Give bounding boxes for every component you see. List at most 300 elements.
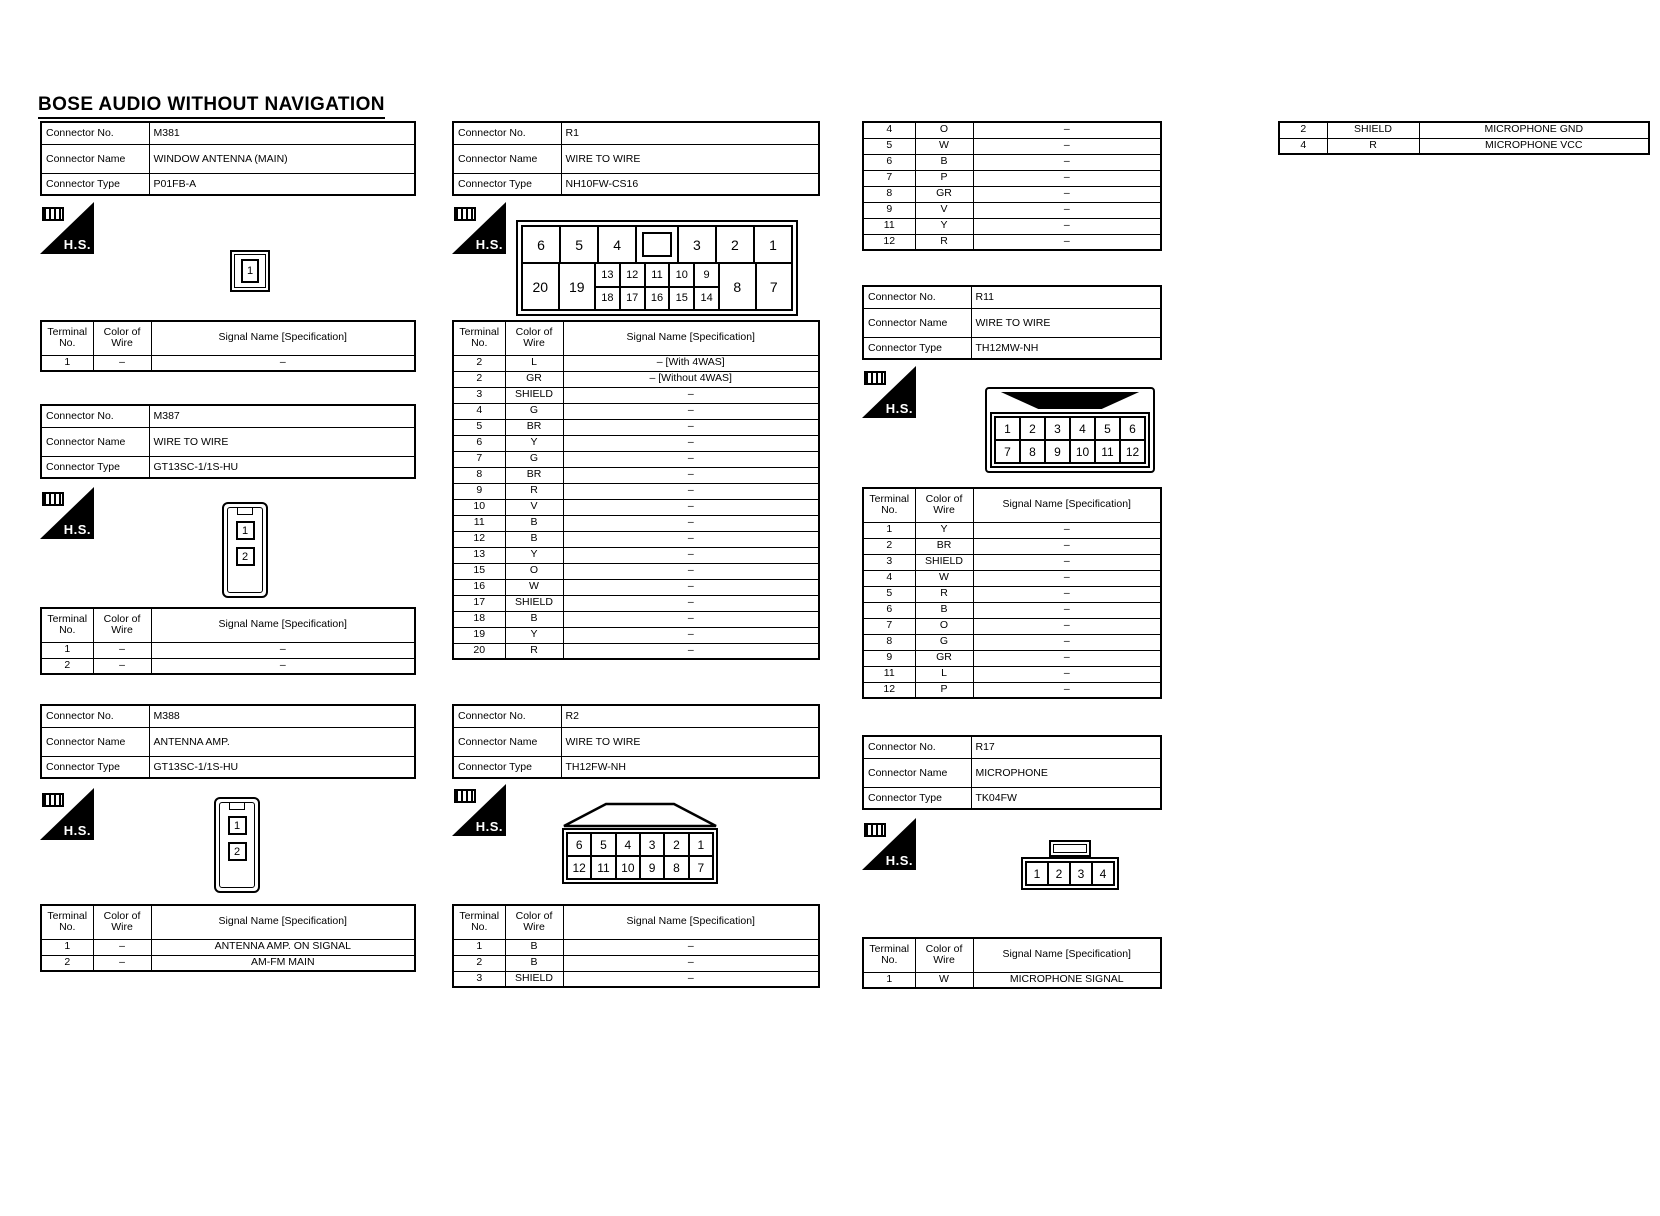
- connector-no-value: R1: [561, 122, 819, 144]
- connector-type-value: GT13SC-1/1S-HU: [149, 456, 415, 478]
- hs-label: H.S.: [475, 819, 503, 834]
- col-header-color: Color of Wire: [93, 905, 151, 939]
- connector-type-label: Connector Type: [453, 756, 561, 778]
- terminal-table-r17: [862, 937, 1162, 989]
- wire-color-cell: O: [915, 618, 973, 634]
- pin-cell: 3: [639, 834, 663, 855]
- pin-cell: 15: [668, 288, 693, 310]
- terminal-row: [41, 642, 415, 658]
- pin-cell: 3: [1044, 418, 1069, 439]
- pin-cell: 11: [1094, 441, 1119, 462]
- terminal-row: [863, 972, 1161, 988]
- hs-stamp: [862, 366, 916, 418]
- terminal-row: [863, 586, 1161, 602]
- signal-cell: –: [563, 387, 819, 403]
- wire-color-cell: Y: [505, 435, 563, 451]
- connector-face: [521, 225, 793, 311]
- terminal-row: [863, 154, 1161, 170]
- signal-cell: –: [563, 939, 819, 955]
- pin-cell: 2: [663, 834, 687, 855]
- connector-diagram-m381: [230, 250, 270, 292]
- connector-tab: [229, 802, 245, 810]
- terminal-table-m387: [40, 607, 416, 675]
- pin-cell: 4: [615, 834, 639, 855]
- connector-diagram-m387: [222, 502, 268, 598]
- signal-cell: –: [973, 522, 1161, 538]
- wire-color-cell: B: [915, 154, 973, 170]
- signal-cell: –: [563, 579, 819, 595]
- terminal-no-cell: 5: [863, 586, 915, 602]
- terminal-row: [41, 939, 415, 955]
- col-header-terminal-no: Terminal No.: [863, 488, 915, 522]
- wire-color-cell: G: [915, 634, 973, 650]
- connector-name-label: Connector Name: [453, 144, 561, 173]
- pin-cell: 5: [590, 834, 614, 855]
- signal-cell: –: [563, 435, 819, 451]
- terminal-row: [863, 170, 1161, 186]
- wire-color-cell: BR: [505, 419, 563, 435]
- pin-cell: 10: [615, 857, 639, 878]
- wire-color-cell: V: [505, 499, 563, 515]
- wire-color-cell: R: [505, 643, 563, 659]
- connector-type-label: Connector Type: [863, 337, 971, 359]
- terminal-table-m388: [40, 904, 416, 972]
- signal-cell: MICROPHONE SIGNAL: [973, 972, 1161, 988]
- terminal-row: [453, 419, 819, 435]
- wire-color-cell: W: [915, 570, 973, 586]
- signal-cell: –: [973, 186, 1161, 202]
- pin-cell: 2: [715, 227, 753, 262]
- pin-cell: 13: [601, 268, 614, 281]
- pin-cell: 3: [677, 227, 715, 262]
- connector-name-value: WINDOW ANTENNA (MAIN): [149, 144, 415, 173]
- wire-color-cell: O: [915, 122, 973, 138]
- wire-color-cell: B: [505, 955, 563, 971]
- connector-name-label: Connector Name: [863, 308, 971, 337]
- hs-label: H.S.: [63, 237, 91, 252]
- terminal-no-cell: 11: [863, 666, 915, 682]
- col-header-terminal-no: Terminal No.: [453, 905, 505, 939]
- wire-color-cell: L: [915, 666, 973, 682]
- connector-lock-tab: [998, 392, 1142, 409]
- terminal-no-cell: 2: [863, 538, 915, 554]
- terminal-row: [1279, 122, 1649, 138]
- signal-cell: –: [563, 563, 819, 579]
- col-header-color: Color of Wire: [93, 608, 151, 642]
- wire-color-cell: SHIELD: [505, 595, 563, 611]
- terminal-row: [453, 971, 819, 987]
- terminal-row: [863, 522, 1161, 538]
- pin-cell: 12: [619, 264, 644, 286]
- terminal-row: [863, 602, 1161, 618]
- signal-cell: MICROPHONE VCC: [1419, 138, 1649, 154]
- wire-color-cell: –: [93, 642, 151, 658]
- signal-cell: –: [151, 642, 415, 658]
- pin-cell: 1: [228, 816, 247, 835]
- signal-cell: MICROPHONE GND: [1419, 122, 1649, 138]
- pin-cell: 6: [537, 236, 545, 253]
- connector-face: [227, 507, 263, 593]
- col-header-color: Color of Wire: [505, 321, 563, 355]
- wire-color-cell: G: [505, 403, 563, 419]
- connector-info-r17: [862, 735, 1162, 810]
- connector-type-label: Connector Type: [41, 456, 149, 478]
- wire-color-cell: –: [93, 955, 151, 971]
- terminal-row: [41, 658, 415, 674]
- terminal-no-cell: 2: [453, 955, 505, 971]
- terminal-no-cell: 12: [863, 682, 915, 698]
- signal-cell: –: [563, 595, 819, 611]
- signal-cell: ANTENNA AMP. ON SIGNAL: [151, 939, 415, 955]
- terminal-no-cell: 18: [453, 611, 505, 627]
- connector-no-value: R17: [971, 736, 1161, 758]
- connector-name-value: WIRE TO WIRE: [561, 727, 819, 756]
- terminal-no-cell: 3: [453, 387, 505, 403]
- terminal-row: [863, 202, 1161, 218]
- terminal-row: [453, 451, 819, 467]
- terminal-row: [453, 939, 819, 955]
- signal-cell: –: [563, 611, 819, 627]
- pin-cell: 9: [1044, 441, 1069, 462]
- connector-icon: [42, 793, 64, 807]
- signal-cell: –: [563, 971, 819, 987]
- connector-type-label: Connector Type: [41, 173, 149, 195]
- wire-color-cell: R: [505, 483, 563, 499]
- col-header-signal: Signal Name [Specification]: [563, 321, 819, 355]
- terminal-row: [453, 435, 819, 451]
- connector-diagram-r17: [1018, 840, 1122, 890]
- hs-label: H.S.: [63, 823, 91, 838]
- connector-no-label: Connector No.: [41, 122, 149, 144]
- signal-cell: –: [563, 419, 819, 435]
- terminal-row: [1279, 138, 1649, 154]
- terminal-row: [863, 538, 1161, 554]
- terminal-no-cell: 2: [453, 371, 505, 387]
- connector-info-m388: [40, 704, 416, 779]
- terminal-row: [863, 218, 1161, 234]
- pin-cell: 1: [236, 521, 255, 540]
- terminal-row: [863, 186, 1161, 202]
- terminal-row: [863, 634, 1161, 650]
- terminal-no-cell: 10: [453, 499, 505, 515]
- connector-name-value: WIRE TO WIRE: [149, 427, 415, 456]
- terminal-no-cell: 5: [453, 419, 505, 435]
- hs-label: H.S.: [885, 853, 913, 868]
- signal-cell: –: [973, 602, 1161, 618]
- connector-diagram-m388: [214, 797, 260, 893]
- hs-label: H.S.: [63, 522, 91, 537]
- terminal-no-cell: 4: [863, 122, 915, 138]
- terminal-no-cell: 2: [41, 955, 93, 971]
- hs-label: H.S.: [475, 237, 503, 252]
- pin-cell: 11: [644, 264, 669, 286]
- signal-cell: –: [973, 618, 1161, 634]
- signal-cell: –: [563, 483, 819, 499]
- signal-cell: –: [973, 202, 1161, 218]
- terminal-row: [453, 579, 819, 595]
- terminal-row: [453, 387, 819, 403]
- terminal-no-cell: 5: [863, 138, 915, 154]
- signal-cell: –: [973, 666, 1161, 682]
- terminal-row: [453, 515, 819, 531]
- pin-cell: 4: [597, 227, 635, 262]
- col-header-terminal-no: Terminal No.: [453, 321, 505, 355]
- signal-cell: AM-FM MAIN: [151, 955, 415, 971]
- terminal-row: [453, 563, 819, 579]
- wire-color-cell: R: [915, 234, 973, 250]
- pin-cell: 9: [693, 264, 718, 286]
- connector-no-value: M388: [149, 705, 415, 727]
- page-title: BOSE AUDIO WITHOUT NAVIGATION: [38, 94, 385, 119]
- connector-name-value: WIRE TO WIRE: [971, 308, 1161, 337]
- terminal-no-cell: 8: [863, 634, 915, 650]
- col-header-terminal-no: Terminal No.: [41, 608, 93, 642]
- pin-cell: 4: [1091, 863, 1113, 884]
- terminal-no-cell: 17: [453, 595, 505, 611]
- pin-cell: 19: [558, 264, 595, 309]
- terminal-no-cell: 4: [863, 570, 915, 586]
- connector-no-label: Connector No.: [41, 405, 149, 427]
- wire-color-cell: L: [505, 355, 563, 371]
- signal-cell: –: [563, 403, 819, 419]
- connector-key-slot: [635, 227, 677, 262]
- wire-color-cell: W: [915, 972, 973, 988]
- pin-cell: 12: [572, 860, 586, 875]
- hs-stamp: [452, 784, 506, 836]
- pin-cell: 7: [688, 857, 712, 878]
- terminal-no-cell: 3: [453, 971, 505, 987]
- signal-cell: –: [563, 531, 819, 547]
- terminal-row: [453, 955, 819, 971]
- terminal-table-r2: [452, 904, 820, 988]
- connector-lock-outline: [562, 802, 718, 828]
- terminal-row: [863, 570, 1161, 586]
- signal-cell: –: [973, 586, 1161, 602]
- pin-cell: 16: [644, 288, 669, 310]
- col-header-signal: Signal Name [Specification]: [563, 905, 819, 939]
- wire-color-cell: GR: [915, 650, 973, 666]
- terminal-no-cell: 13: [453, 547, 505, 563]
- signal-cell: –: [973, 170, 1161, 186]
- terminal-no-cell: 11: [453, 515, 505, 531]
- signal-cell: –: [563, 515, 819, 531]
- terminal-row: [863, 122, 1161, 138]
- terminal-no-cell: 20: [453, 643, 505, 659]
- signal-cell: –: [973, 682, 1161, 698]
- terminal-no-cell: 4: [453, 403, 505, 419]
- connector-name-label: Connector Name: [41, 427, 149, 456]
- signal-cell: –: [563, 451, 819, 467]
- signal-cell: –: [563, 547, 819, 563]
- terminal-row: [453, 611, 819, 627]
- terminal-no-cell: 15: [453, 563, 505, 579]
- terminal-row: [453, 643, 819, 659]
- connector-info-r1: [452, 121, 820, 196]
- wire-color-cell: –: [93, 355, 151, 371]
- wire-color-cell: Y: [505, 547, 563, 563]
- connector-icon: [42, 207, 64, 221]
- terminal-no-cell: 8: [453, 467, 505, 483]
- terminal-row: [863, 554, 1161, 570]
- connector-info-r11: [862, 285, 1162, 360]
- terminal-row: [453, 483, 819, 499]
- col-header-signal: Signal Name [Specification]: [973, 488, 1161, 522]
- signal-cell: –: [973, 154, 1161, 170]
- connector-no-value: M381: [149, 122, 415, 144]
- connector-icon: [454, 207, 476, 221]
- signal-cell: – [With 4WAS]: [563, 355, 819, 371]
- signal-cell: –: [563, 643, 819, 659]
- terminal-row: [453, 467, 819, 483]
- signal-cell: –: [973, 122, 1161, 138]
- wire-color-cell: B: [505, 939, 563, 955]
- signal-cell: –: [973, 570, 1161, 586]
- terminal-no-cell: 7: [863, 618, 915, 634]
- connector-type-value: TH12MW-NH: [971, 337, 1161, 359]
- col-header-signal: Signal Name [Specification]: [151, 321, 415, 355]
- col-header-color: Color of Wire: [915, 488, 973, 522]
- terminal-no-cell: 9: [863, 202, 915, 218]
- pin-cell: 9: [639, 857, 663, 878]
- terminal-no-cell: 2: [41, 658, 93, 674]
- terminal-no-cell: 4: [1279, 138, 1327, 154]
- pin-cell: 18: [601, 292, 614, 305]
- pin-cell: 1: [1004, 421, 1011, 436]
- terminal-no-cell: 12: [453, 531, 505, 547]
- pin-cell: 1: [241, 259, 259, 283]
- terminal-no-cell: 11: [863, 218, 915, 234]
- terminal-no-cell: 7: [453, 451, 505, 467]
- connector-diagram-r2: [560, 802, 720, 884]
- connector-tab: [237, 507, 253, 515]
- terminal-row: [863, 682, 1161, 698]
- connector-icon: [864, 823, 886, 837]
- connector-name-label: Connector Name: [453, 727, 561, 756]
- terminal-no-cell: 1: [41, 355, 93, 371]
- wire-color-cell: SHIELD: [505, 971, 563, 987]
- terminal-row: [453, 371, 819, 387]
- wire-color-cell: SHIELD: [915, 554, 973, 570]
- connector-face: [219, 802, 255, 888]
- wire-color-cell: P: [915, 170, 973, 186]
- terminal-no-cell: 6: [453, 435, 505, 451]
- connector-key: [642, 232, 672, 257]
- wire-color-cell: R: [915, 586, 973, 602]
- terminal-row: [453, 355, 819, 371]
- wire-color-cell: O: [505, 563, 563, 579]
- connector-icon: [454, 789, 476, 803]
- pin-cell: 3: [1069, 863, 1091, 884]
- signal-cell: – [Without 4WAS]: [563, 371, 819, 387]
- connector-face: [562, 828, 718, 884]
- signal-cell: –: [563, 955, 819, 971]
- connector-icon: [864, 371, 886, 385]
- wire-color-cell: G: [505, 451, 563, 467]
- terminal-no-cell: 2: [1279, 122, 1327, 138]
- col-header-terminal-no: Terminal No.: [863, 938, 915, 972]
- pin-cell: 6: [1119, 418, 1144, 439]
- signal-cell: –: [973, 554, 1161, 570]
- pin-cell: 10: [1069, 441, 1094, 462]
- pin-cell: 2: [1019, 418, 1044, 439]
- connector-no-label: Connector No.: [863, 286, 971, 308]
- signal-cell: –: [563, 627, 819, 643]
- terminal-row: [41, 355, 415, 371]
- connector-info-m387: [40, 404, 416, 479]
- connector-type-value: TK04FW: [971, 787, 1161, 809]
- wire-color-cell: B: [915, 602, 973, 618]
- wire-color-cell: SHIELD: [505, 387, 563, 403]
- terminal-row: [863, 650, 1161, 666]
- connector-no-value: R11: [971, 286, 1161, 308]
- connector-name-value: ANTENNA AMP.: [149, 727, 415, 756]
- connector-no-label: Connector No.: [41, 705, 149, 727]
- terminal-no-cell: 2: [453, 355, 505, 371]
- pin-cell: 2: [1047, 863, 1069, 884]
- terminal-table-r11: [862, 487, 1162, 699]
- terminal-no-cell: 3: [863, 554, 915, 570]
- connector-type-value: P01FB-A: [149, 173, 415, 195]
- pin-subgrid: [594, 264, 718, 309]
- connector-diagram-r1: [516, 220, 798, 316]
- signal-cell: –: [973, 138, 1161, 154]
- wire-color-cell: Y: [915, 218, 973, 234]
- terminal-row: [863, 138, 1161, 154]
- connector-type-value: GT13SC-1/1S-HU: [149, 756, 415, 778]
- signal-cell: –: [151, 658, 415, 674]
- terminal-row: [41, 955, 415, 971]
- connector-type-label: Connector Type: [453, 173, 561, 195]
- pin-cell: 8: [718, 264, 755, 309]
- col-header-color: Color of Wire: [505, 905, 563, 939]
- pin-cell: 12: [1119, 441, 1144, 462]
- wire-color-cell: B: [505, 611, 563, 627]
- wire-color-cell: SHIELD: [1327, 122, 1419, 138]
- col-header-signal: Signal Name [Specification]: [151, 608, 415, 642]
- wire-color-cell: W: [505, 579, 563, 595]
- connector-name-label: Connector Name: [863, 758, 971, 787]
- wire-color-cell: B: [505, 531, 563, 547]
- pin-cell: 14: [693, 288, 718, 310]
- hs-label: H.S.: [885, 401, 913, 416]
- pin-cell: 7: [1004, 444, 1011, 459]
- connector-no-label: Connector No.: [453, 705, 561, 727]
- signal-cell: –: [973, 234, 1161, 250]
- col-header-signal: Signal Name [Specification]: [151, 905, 415, 939]
- connector-name-value: MICROPHONE: [971, 758, 1161, 787]
- terminal-no-cell: 1: [863, 972, 915, 988]
- terminal-row: [453, 531, 819, 547]
- signal-cell: –: [563, 467, 819, 483]
- terminal-table-m381: [40, 320, 416, 372]
- hs-stamp: [40, 487, 94, 539]
- connector-face: [990, 412, 1150, 468]
- pin-cell: 7: [755, 264, 792, 309]
- connector-type-label: Connector Type: [863, 787, 971, 809]
- col-header-terminal-no: Terminal No.: [41, 905, 93, 939]
- connector-type-value: NH10FW-CS16: [561, 173, 819, 195]
- col-header-color: Color of Wire: [93, 321, 151, 355]
- hs-stamp: [452, 202, 506, 254]
- terminal-no-cell: 9: [863, 650, 915, 666]
- terminal-no-cell: 19: [453, 627, 505, 643]
- pin-cell: 8: [663, 857, 687, 878]
- connector-info-r2: [452, 704, 820, 779]
- signal-cell: –: [973, 218, 1161, 234]
- pin-cell: 5: [1094, 418, 1119, 439]
- pin-cell: 10: [668, 264, 693, 286]
- terminal-no-cell: 1: [41, 939, 93, 955]
